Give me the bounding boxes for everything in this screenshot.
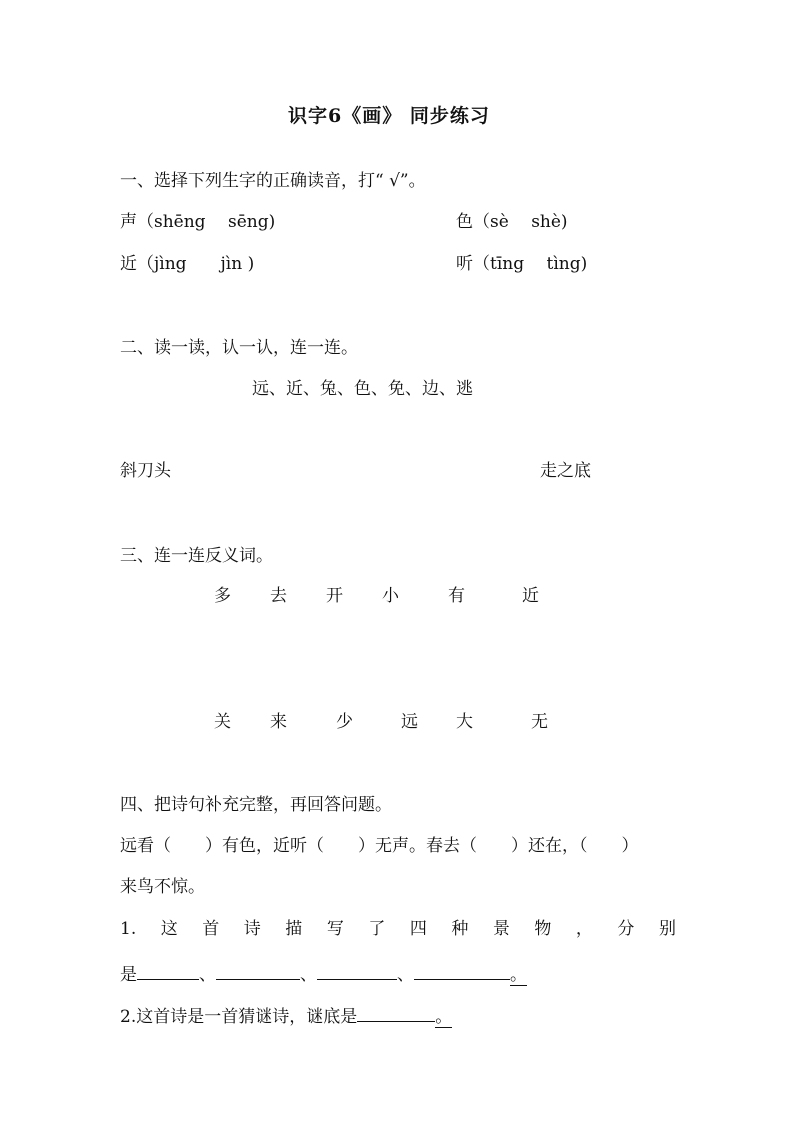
answer-blank[interactable]: [357, 1003, 435, 1022]
question-word: 诗: [243, 919, 261, 939]
answer-blank[interactable]: [137, 961, 199, 980]
antonym-word: 远: [401, 712, 418, 732]
pinyin-item-ting: 听（tīng tìng): [456, 254, 588, 274]
question-1-answer-line: [120, 961, 527, 985]
antonym-word: 大: [456, 712, 473, 732]
question-word: 这: [160, 919, 178, 939]
question-2-line: [120, 1003, 452, 1027]
pinyin-item-sheng: 声（shēng sēng): [120, 212, 276, 232]
section3-heading: 三、连一连反义词。: [120, 546, 273, 566]
question-word: 描: [285, 919, 303, 939]
antonym-word: 多: [214, 586, 231, 606]
question-word: 1.: [120, 919, 137, 939]
answer-blank[interactable]: [317, 961, 397, 980]
antonym-word: 来: [270, 712, 287, 732]
radical-label-right: 走之底: [540, 461, 591, 481]
question-word: 分: [617, 919, 635, 939]
antonym-word: 少: [336, 712, 353, 732]
section2-heading: 二、读一读，认一认，连一连。: [120, 338, 358, 358]
question-word: 写: [326, 919, 344, 939]
question-word: 别: [658, 919, 676, 939]
antonym-word: 关: [214, 712, 231, 732]
antonym-word: 开: [326, 586, 343, 606]
answer-blank[interactable]: [216, 961, 300, 980]
question-word: 了: [368, 919, 386, 939]
answer-separator: 、: [300, 965, 317, 985]
answer-separator: 、: [397, 965, 414, 985]
answer-end: 。: [435, 1007, 453, 1027]
answer-end: 。: [510, 965, 527, 985]
radical-label-left: 斜刀头: [120, 461, 171, 481]
question-word: 四: [409, 919, 427, 939]
question-2-text: 2.这首诗是一首猜谜诗，谜底是: [120, 1007, 358, 1027]
answer-blank[interactable]: [414, 961, 510, 980]
section4-heading: 四、把诗句补充完整，再回答问题。: [120, 795, 392, 815]
answer-separator: 、: [199, 965, 216, 985]
character-list: 远、近、兔、色、免、边、逃: [252, 379, 473, 399]
poem-line-1: 远看（ ）有色，近听（ ）无声。春去（ ）还在，（ ）: [120, 836, 639, 856]
antonym-word: 近: [522, 586, 539, 606]
worksheet-title: 识字6《画》 同步练习: [288, 105, 490, 127]
question-1-line: [120, 919, 676, 939]
antonym-word: 有: [448, 586, 465, 606]
antonym-word: 无: [531, 712, 548, 732]
antonym-word: 去: [270, 586, 287, 606]
pinyin-item-se: 色（sè shè): [456, 212, 568, 232]
antonym-word: 小: [382, 586, 399, 606]
question-word: 物: [534, 919, 552, 939]
question-word: ，: [575, 919, 593, 939]
question-word: 首: [202, 919, 220, 939]
answer-prefix: 是: [120, 965, 137, 985]
poem-line-2: 来鸟不惊。: [120, 877, 205, 897]
question-word: 种: [451, 919, 469, 939]
section1-heading: 一、选择下列生字的正确读音，打“ √”。: [120, 171, 426, 191]
question-word: 景: [492, 919, 510, 939]
pinyin-item-jin: 近（jìng jìn ): [120, 254, 255, 274]
